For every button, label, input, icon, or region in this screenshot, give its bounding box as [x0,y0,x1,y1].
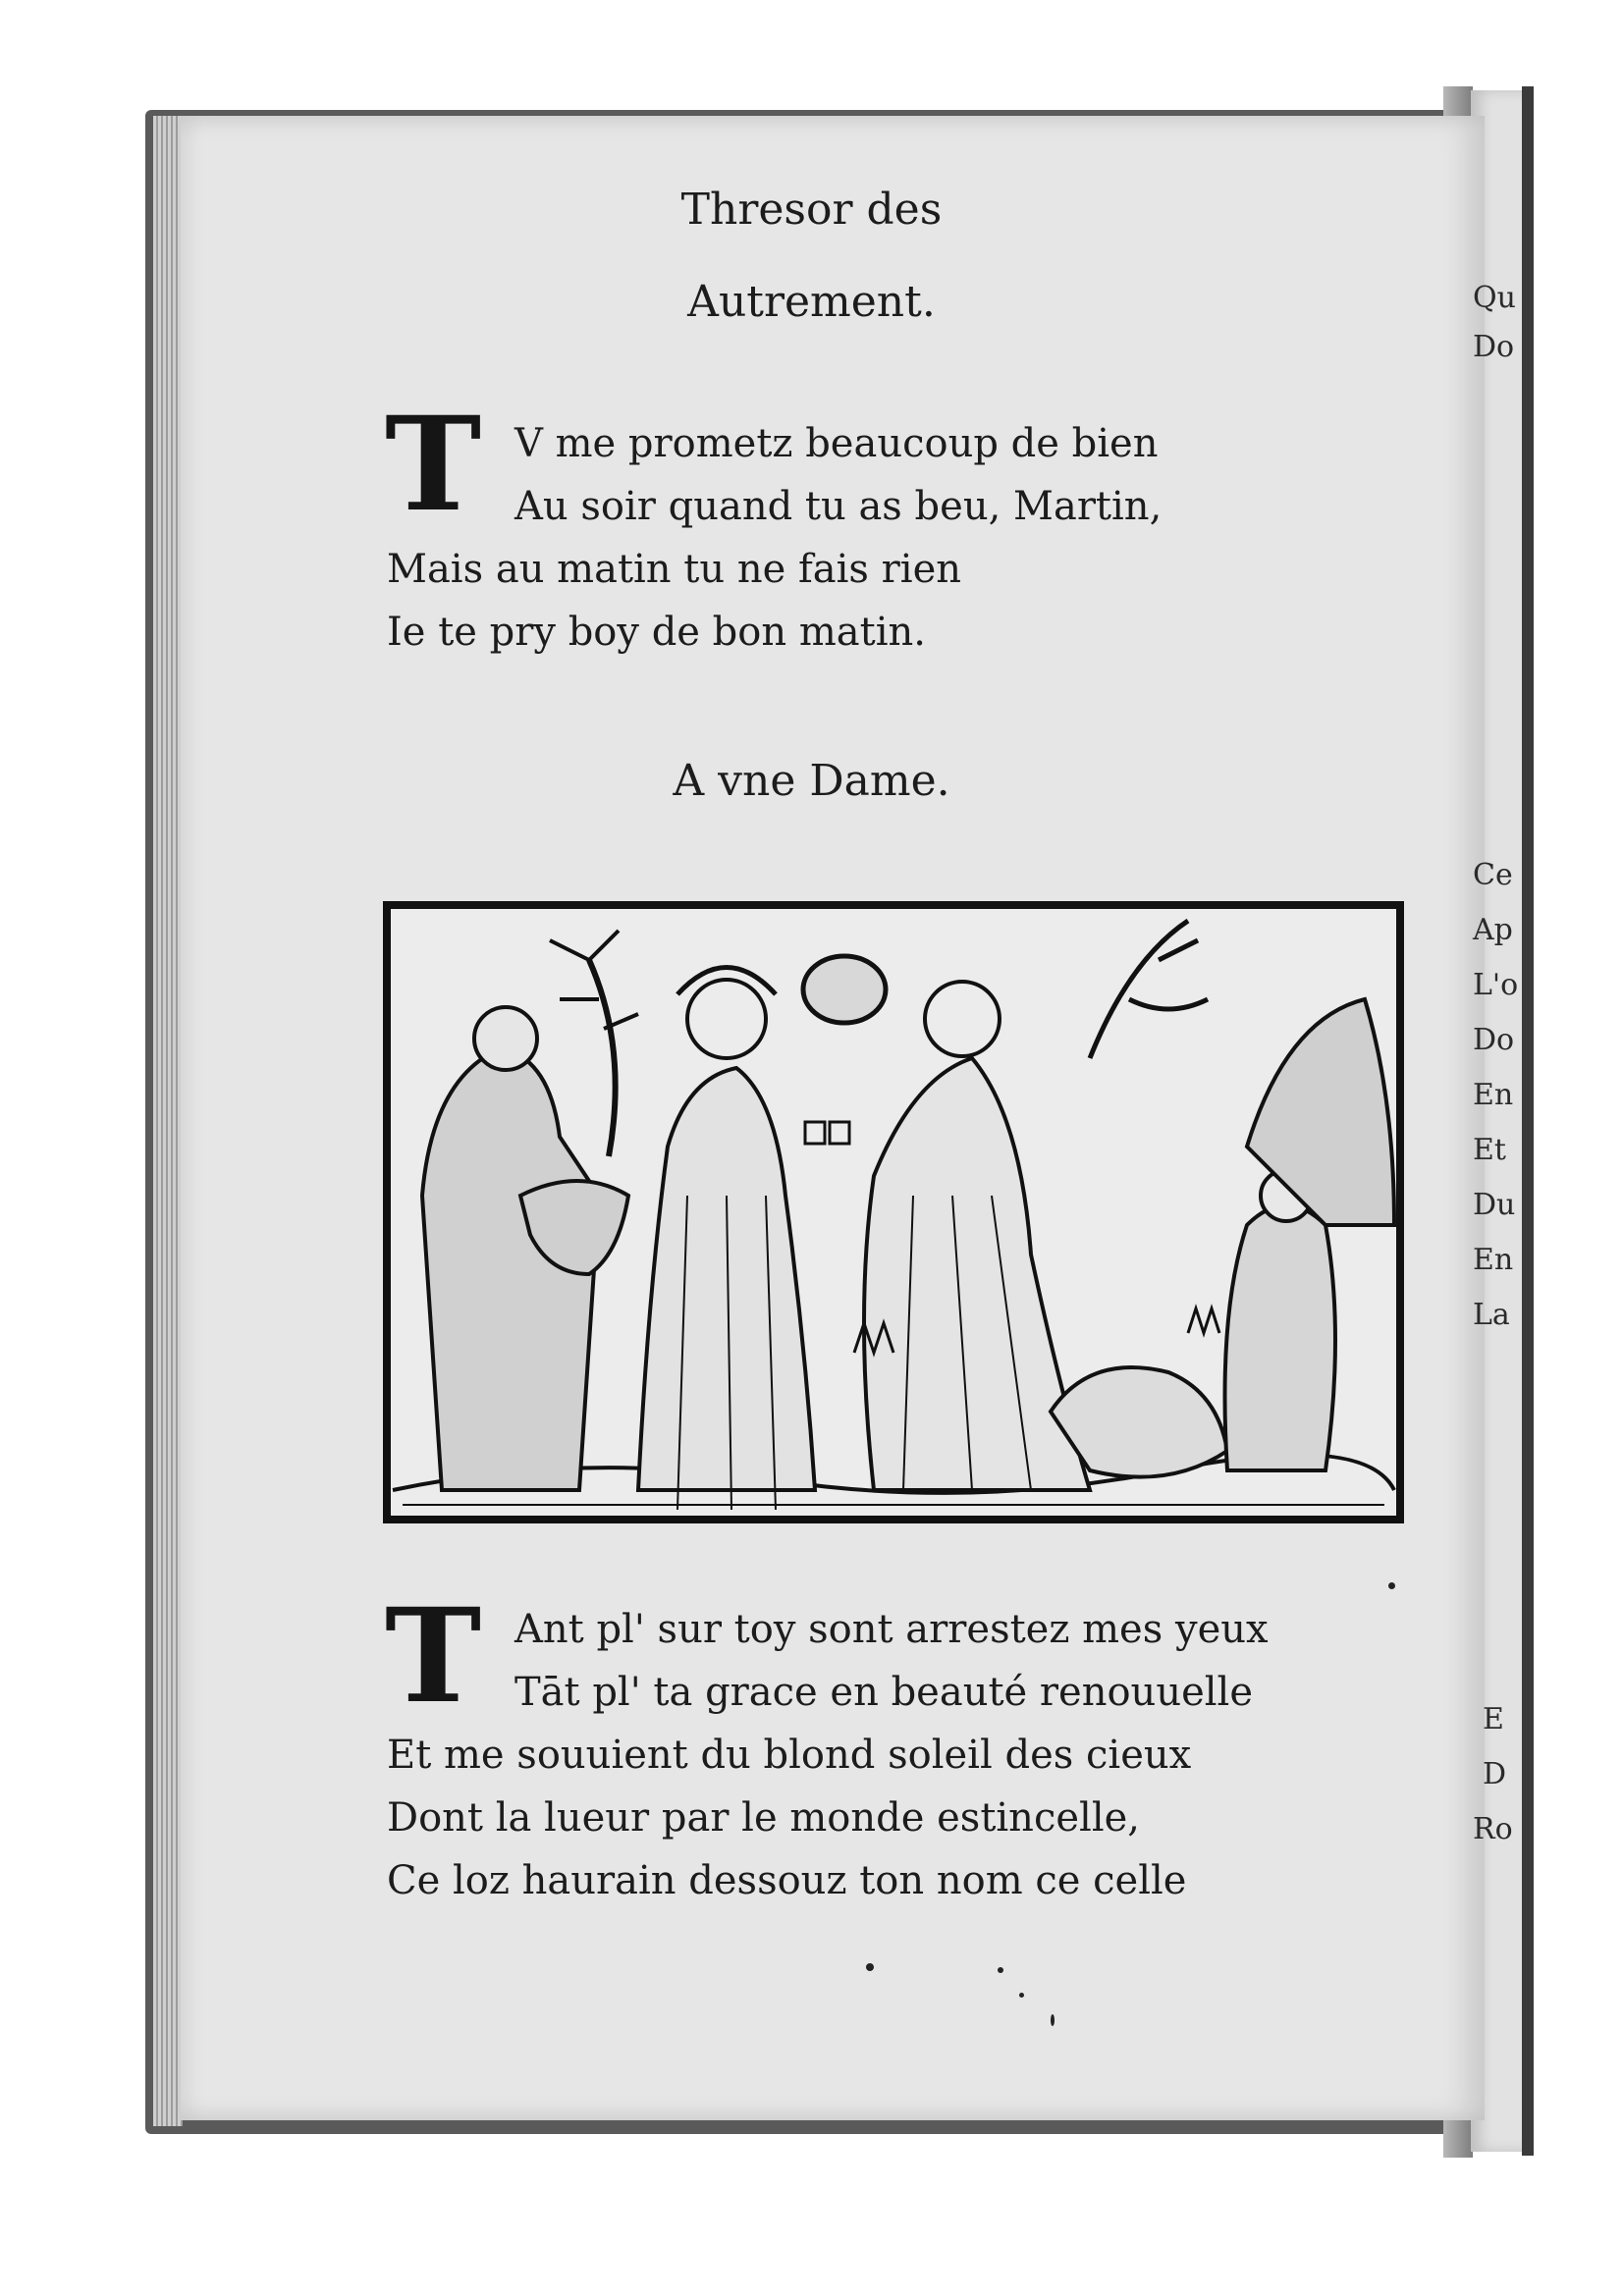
ink-speck [1019,1993,1024,1998]
facing-fragment: E [1483,1702,1504,1736]
verse-line: Tāt pl' ta grace en beauté renouuelle [514,1670,1254,1715]
verse-line: Ie te pry boy de bon matin. [387,610,926,655]
stanza-1 [387,412,1162,664]
verse-line: Au soir quand tu as beu, Martin, [514,484,1163,529]
stanza-2 [387,1598,1269,1912]
drop-cap-1: T [385,389,482,541]
section-title-autrement: Autrement. [687,277,936,327]
book-cover-edge [1522,86,1534,2156]
verse-line: Dont la lueur par le monde estincelle, [387,1795,1140,1841]
facing-fragment: Ro [1473,1812,1513,1846]
verse-line: Ce loz haurain dessouz ton nom ce celle [387,1858,1187,1903]
page-stack-edges [153,116,183,2126]
facing-fragment: En [1473,1243,1514,1277]
facing-fragment: Ce [1473,858,1513,892]
section-title-a-vne-dame: A vne Dame. [673,756,950,806]
facing-fragment: Qu [1473,281,1516,315]
facing-fragment: Do [1473,1023,1515,1057]
facing-fragment: La [1473,1298,1510,1332]
facing-fragment: Do [1473,330,1515,364]
ink-speck [1051,2014,1055,2026]
running-head: Thresor des [680,185,943,235]
ink-speck [998,1967,1003,1973]
drop-cap-2: T [385,1580,482,1733]
facing-fragment: Ap [1473,913,1513,947]
ink-speck [866,1963,874,1971]
facing-fragment: Et [1473,1133,1506,1167]
verse-line: V me prometz beaucoup de bien [514,421,1159,466]
facing-fragment: L'o [1473,968,1519,1002]
woodcut-illustration-icon [383,901,1404,1523]
ink-speck [1388,1582,1395,1589]
facing-fragment: Du [1473,1188,1516,1222]
facing-fragment: D [1483,1757,1507,1791]
verse-line: Et me souuient du blond soleil des cieux [387,1733,1192,1778]
facing-fragment: En [1473,1078,1514,1112]
verse-line: Mais au matin tu ne fais rien [387,547,962,592]
verse-line: Ant pl' sur toy sont arrestez mes yeux [514,1607,1269,1652]
